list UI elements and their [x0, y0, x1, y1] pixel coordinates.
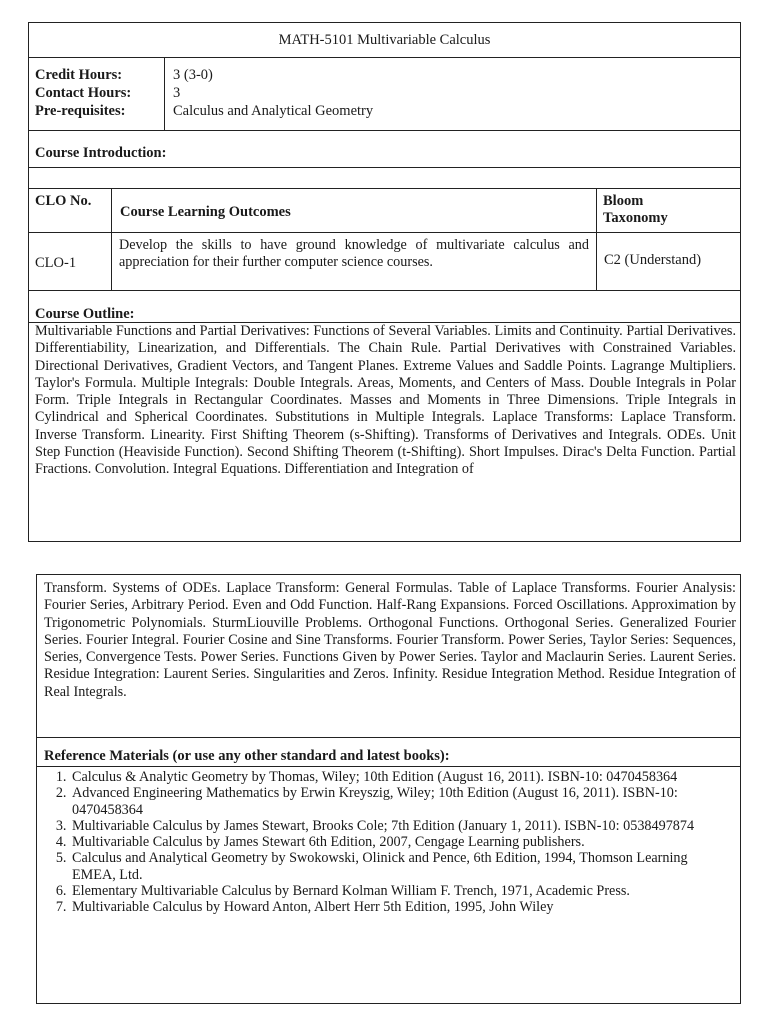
reference-item: 2. Advanced Engineering Mathematics by Erwin Kreyszig, Wiley; 10th Edition (August 16, 2011). ISBN-10: 0470458364	[70, 785, 730, 818]
divider	[28, 290, 741, 291]
divider	[28, 130, 741, 131]
clo-no-header: CLO No.	[35, 193, 92, 209]
divider	[28, 232, 741, 233]
course-outline-heading: Course Outline:	[35, 306, 135, 322]
course-outline-text: Multivariable Functions and Partial Derivatives: Functions of Several Variables. Limits and Continuity. Partial Derivatives. Differentiability, Linearization, and Differentials. The Chain Rule. Partial Derivatives with Constrained Variables. Directional Derivatives, Gradient Vectors, and Tangent Planes. Extreme Values and Saddle Points. Lagrange Multipliers. Taylor's Formula. Multiple Integrals: Double Integrals. Areas, Moments, and Centers of Mass. Double Integrals in Polar Form. Triple Integrals in Rectangular Coordinates. Masses and Moments in Three Dimensions. Triple Integrals in Cylindrical and Spherical Coordinates. Substitutions in Multiple Integrals. Laplace Transforms: Laplace Transform. Inverse Transform. Linearity. First Shifting Theorem (s-Shifting). Transforms of Derivatives and Integrals. ODEs. Unit Step Function (Heaviside Function). Second Shifting Theorem (t-Shifting). Short Impulses. Dirac's Delta Function. Partial Fractions. Convolution. Integral Equations. Differentiation and Integration of	[35, 323, 736, 478]
divider	[36, 766, 741, 767]
clo-row-no: CLO-1	[35, 255, 77, 271]
reference-item: 5. Calculus and Analytical Geometry by Swokowski, Olinick and Pence, 6th Edition, 1994, Thomson Learning EMEA, Ltd.	[70, 850, 730, 883]
divider	[28, 167, 741, 168]
credit-hours-label: Credit Hours:	[35, 67, 123, 83]
course-introduction-heading: Course Introduction:	[35, 145, 167, 161]
contact-hours-label: Contact Hours:	[35, 85, 132, 101]
bloom-header: Bloom Taxonomy	[603, 193, 668, 226]
course-title: MATH-5101 Multivariable Calculus	[278, 32, 491, 48]
reference-item: 6. Elementary Multivariable Calculus by Bernard Kolman William F. Trench, 1971, Academic Press.	[70, 883, 730, 899]
divider	[596, 188, 597, 290]
divider	[164, 57, 165, 130]
course-outline-continued: Transform. Systems of ODEs. Laplace Transform: General Formulas. Table of Laplace Transforms. Fourier Analysis: Fourier Series, Arbitrary Period. Even and Odd Function. Half-Rang Expansions. Forced Oscillations. Approximation by Trigonometric Polynomials. SturmLiouville Problems. Orthogonal Functions. Orthogonal Series. Generalized Fourier Series. Fourier Integral. Fourier Cosine and Sine Transforms. Fourier Transform. Power Series, Taylor Series: Sequences, Series, Convergence Tests. Power Series. Functions Given by Power Series. Taylor and Maclaurin Series. Laurent Series. Residue Integration: Laurent Series. Singularities and Zeros. Infinity. Residue Integration Method. Residue Integration of Real Integrals.	[44, 580, 736, 700]
clo-row-bloom: C2 (Understand)	[604, 252, 702, 268]
reference-item: 4. Multivariable Calculus by James Stewart 6th Edition, 2007, Cengage Learning publishers.	[70, 834, 730, 850]
divider	[111, 188, 112, 290]
prerequisites-value: Calculus and Analytical Geometry	[173, 103, 374, 119]
outcomes-header: Course Learning Outcomes	[120, 204, 291, 220]
prerequisites-label: Pre-requisites:	[35, 103, 126, 119]
divider	[28, 188, 741, 189]
divider	[36, 737, 741, 738]
reference-item: 3. Multivariable Calculus by James Stewart, Brooks Cole; 7th Edition (January 1, 2011). ISBN-10: 0538497874	[70, 818, 730, 834]
clo-row-outcome: Develop the skills to have ground knowledge of multivariate calculus and appreciation for their further computer science courses.	[119, 237, 589, 270]
reference-item: 7. Multivariable Calculus by Howard Anton, Albert Herr 5th Edition, 1995, John Wiley	[70, 899, 730, 915]
reference-list	[44, 769, 730, 916]
reference-item: 1. Calculus & Analytic Geometry by Thomas, Wiley; 10th Edition (August 16, 2011). ISBN-10: 0470458364	[70, 769, 730, 785]
credit-hours-value: 3 (3-0)	[173, 67, 213, 83]
divider	[28, 57, 741, 58]
reference-materials-heading: Reference Materials (or use any other standard and latest books):	[44, 748, 450, 764]
contact-hours-value: 3	[173, 85, 181, 101]
